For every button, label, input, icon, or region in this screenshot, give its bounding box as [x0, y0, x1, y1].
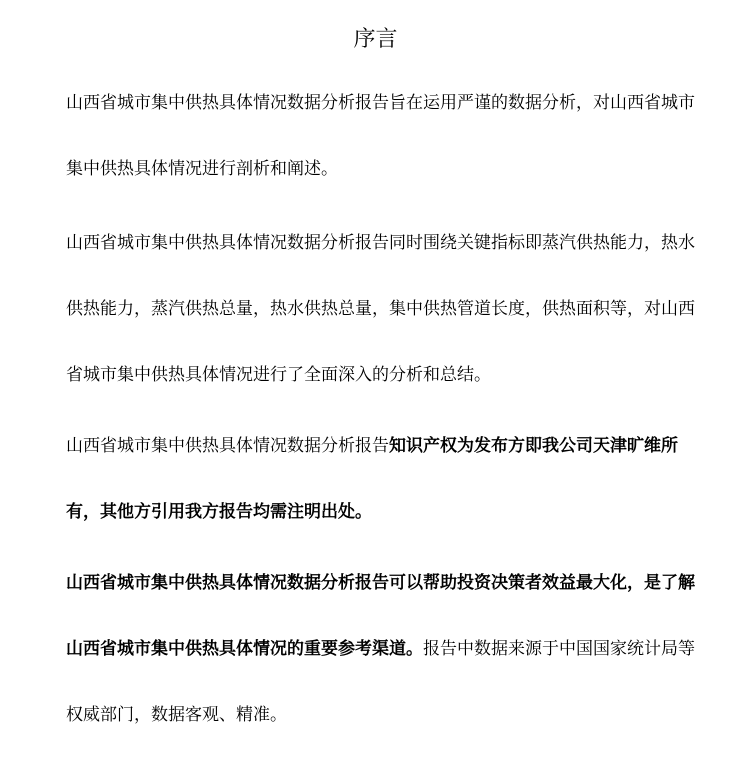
- page-title: 序言: [353, 27, 398, 52]
- paragraph-copyright-bold: 知识产权为发布方即我公司天津旷维所有，其他方引用我方报告均需注明出处。: [66, 436, 678, 522]
- paragraph-value: [66, 550, 706, 748]
- paragraph-indicators: [66, 210, 706, 408]
- paragraph-intro: [66, 70, 706, 202]
- paragraph-indicators-text: 山西省城市集中供热具体情况数据分析报告同时围绕关键指标即蒸汽供热能力，热水供热能力，蒸汽供热总量，热水供热总量，集中供热管道长度，供热面积等，对山西省城市集中供热具体情况进行了全面深入的分析和总结。: [66, 233, 695, 385]
- paragraph-intro-text: 山西省城市集中供热具体情况数据分析报告旨在运用严谨的数据分析，对山西省城市集中供热具体情况进行剖析和阐述。: [66, 93, 695, 179]
- paragraph-copyright: [66, 413, 706, 545]
- paragraph-value-bold: 山西省城市集中供热具体情况数据分析报告可以帮助投资决策者效益最大化，是了解山西省城市集中供热具体情况的重要参考渠道。: [66, 573, 695, 659]
- paragraph-value-normal: 报告中数据来源于中国国家统计局等权威部门，数据客观、精准。: [66, 639, 695, 725]
- paragraph-copyright-normal: 山西省城市集中供热具体情况数据分析报告: [66, 436, 389, 456]
